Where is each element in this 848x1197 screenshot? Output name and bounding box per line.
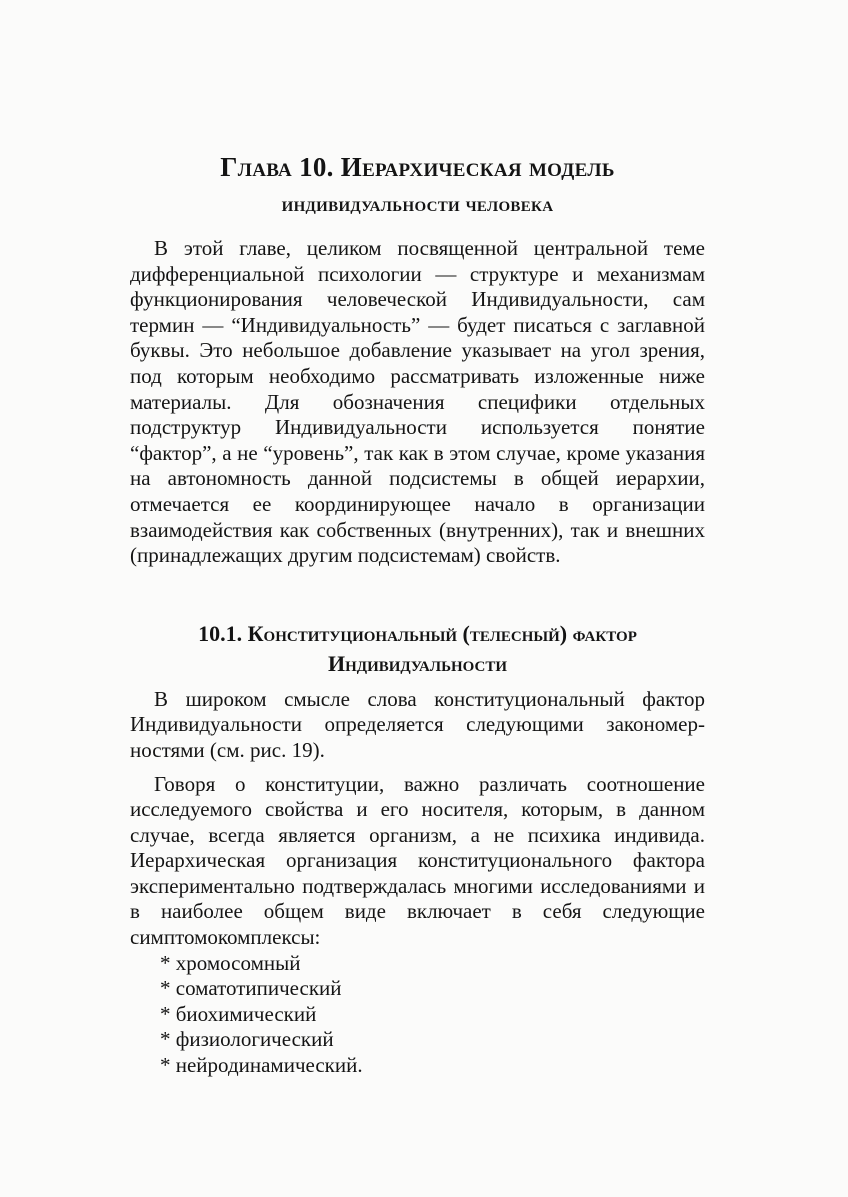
list-item: * физиологический bbox=[160, 1027, 705, 1053]
section-paragraph-1: В широком смысле слова конституциональный фактор Индивидуальности определяется следующими закономерностями (см. рис. 19). bbox=[130, 686, 705, 762]
chapter-title-line2: индивидуальности человека bbox=[281, 192, 554, 216]
list-item: * нейродинамический. bbox=[160, 1053, 705, 1079]
intro-paragraph: В этой главе, целиком посвященной центральной теме дифференциальной психологии — структуре и механизмам функционирования человеческой Индивидуальности, сам термин — “Индивидуальность” — будет писаться с заглавной буквы. Это небольшое добавление указывает на угол зрения, под которым необходимо рассматривать изложенные ниже материалы. Для обозначения специфики отдельных подструктур Индивидуальности используется понятие “фактор”, а не “уровень”, так как в этом случае, кроме указания на автономность данной подсистемы в общей иерархии, отмечается ее координирующее начало в организации взаимодействия как собственных (внутренних), так и внешних (принадлежащих другим подсистемам) свойств. bbox=[130, 236, 705, 568]
symptom-complex-list bbox=[130, 951, 705, 1079]
chapter-title-line1: Глава 10. Иерархическая модель bbox=[220, 152, 615, 182]
section-title-line1: 10.1. Конституциональный (телесный) фактор bbox=[198, 620, 637, 646]
chapter-title bbox=[130, 150, 705, 218]
list-item: * соматотипический bbox=[160, 976, 705, 1002]
list-item: * хромосомный bbox=[160, 951, 705, 977]
book-page bbox=[130, 150, 705, 1079]
list-item: * биохимический bbox=[160, 1002, 705, 1028]
section-title bbox=[130, 619, 705, 679]
section-title-line2: Индивидуальности bbox=[327, 650, 508, 676]
section-paragraph-2: Говоря о конституции, важно различать соотношение исследуемого свойства и его носителя, которым, в данном случае, всегда является организм, а не психика индивида. Иерархическая организация конституционального фактора экспериментально подтверждалась многими исследованиями и в наиболее общем виде включает в себя следующие симптомокомплексы: bbox=[130, 771, 705, 950]
